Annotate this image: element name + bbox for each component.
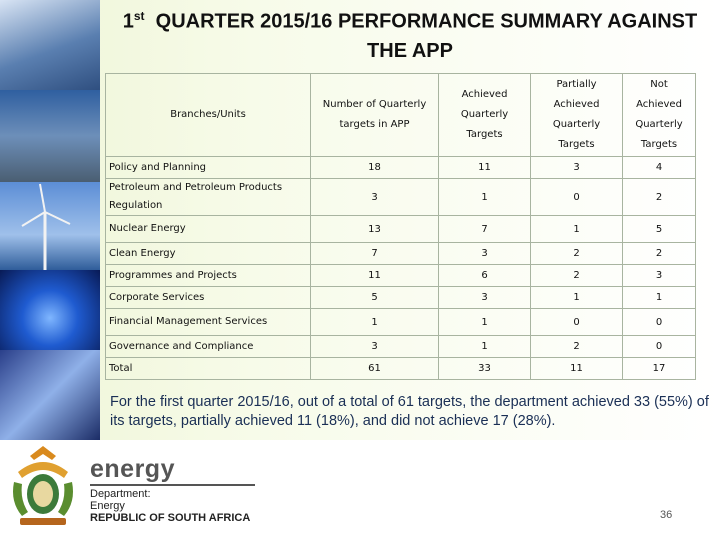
table-row [106, 243, 696, 265]
title-line-1 [100, 2, 720, 37]
row-achieved: 33 [439, 358, 531, 380]
department-label: Department: [90, 488, 151, 500]
slide-title [100, 2, 720, 66]
country-name: REPUBLIC OF SOUTH AFRICA [90, 512, 251, 524]
header-number-of-targets: Number of Quarterly targets in APP [311, 74, 439, 157]
row-branch-name: Corporate Services [106, 287, 311, 309]
row-not-achieved: 2 [623, 179, 696, 216]
row-targets: 7 [311, 243, 439, 265]
row-partially-achieved: 2 [531, 265, 623, 287]
row-branch-name: Nuclear Energy [106, 216, 311, 243]
title-line-2: THE APP [367, 39, 453, 62]
table-header-row [106, 74, 696, 157]
row-partially-achieved: 11 [531, 358, 623, 380]
table-row [106, 309, 696, 336]
solar-panels-image [0, 0, 100, 90]
row-achieved: 3 [439, 287, 531, 309]
header-achieved: Achieved Quarterly Targets [439, 74, 531, 157]
row-not-achieved: 0 [623, 336, 696, 358]
row-partially-achieved: 3 [531, 157, 623, 179]
header-branches-units: Branches/Units [106, 74, 311, 157]
row-branch-name: Governance and Compliance [106, 336, 311, 358]
row-not-achieved: 5 [623, 216, 696, 243]
title-line-1-text: QUARTER 2015/16 PERFORMANCE SUMMARY AGAINST [155, 10, 698, 33]
row-partially-achieved: 2 [531, 243, 623, 265]
pipeline-image [0, 90, 100, 182]
row-branch-name: Financial Management Services [106, 309, 311, 336]
title-ordinal-suffix: st [133, 9, 145, 23]
energy-photo-strip [0, 0, 100, 440]
row-achieved: 11 [439, 157, 531, 179]
row-achieved: 1 [439, 179, 531, 216]
light-bulb-image [0, 350, 100, 440]
table-row-total [106, 358, 696, 380]
department-name: Energy [90, 500, 125, 512]
table-row [106, 157, 696, 179]
row-achieved: 7 [439, 216, 531, 243]
wind-turbine-icon [0, 182, 100, 270]
wind-turbine-image [0, 182, 100, 270]
row-targets: 1 [311, 309, 439, 336]
row-targets: 3 [311, 336, 439, 358]
title-ordinal: 1 [122, 10, 134, 33]
table-row [106, 179, 696, 216]
row-targets: 13 [311, 216, 439, 243]
brand-wordmark: energy [90, 455, 175, 483]
row-achieved: 1 [439, 336, 531, 358]
table-row [106, 336, 696, 358]
row-achieved: 6 [439, 265, 531, 287]
footer-divider [90, 484, 255, 486]
coat-of-arms-icon [8, 442, 78, 530]
header-not-achieved: Not Achieved Quarterly Targets [623, 74, 696, 157]
row-not-achieved: 2 [623, 243, 696, 265]
page-number: 36 [660, 509, 673, 521]
row-achieved: 3 [439, 243, 531, 265]
table-row [106, 287, 696, 309]
gas-flame-image [0, 270, 100, 350]
row-partially-achieved: 1 [531, 287, 623, 309]
row-targets: 3 [311, 179, 439, 216]
header-partially-achieved: Partially Achieved Quarterly Targets [531, 74, 623, 157]
row-partially-achieved: 0 [531, 309, 623, 336]
row-targets: 18 [311, 157, 439, 179]
row-targets: 11 [311, 265, 439, 287]
row-partially-achieved: 0 [531, 179, 623, 216]
row-partially-achieved: 2 [531, 336, 623, 358]
row-not-achieved: 1 [623, 287, 696, 309]
row-not-achieved: 0 [623, 309, 696, 336]
row-branch-name: Clean Energy [106, 243, 311, 265]
row-branch-name: Total [106, 358, 311, 380]
performance-table [105, 73, 696, 380]
table-row [106, 216, 696, 243]
row-targets: 61 [311, 358, 439, 380]
row-targets: 5 [311, 287, 439, 309]
row-branch-name: Petroleum and Petroleum Products Regulation [106, 179, 311, 216]
row-not-achieved: 3 [623, 265, 696, 287]
row-branch-name: Policy and Planning [106, 157, 311, 179]
row-partially-achieved: 1 [531, 216, 623, 243]
row-not-achieved: 4 [623, 157, 696, 179]
row-branch-name: Programmes and Projects [106, 265, 311, 287]
table-row [106, 265, 696, 287]
row-achieved: 1 [439, 309, 531, 336]
row-not-achieved: 17 [623, 358, 696, 380]
summary-paragraph: For the first quarter 2015/16, out of a total of 61 targets, the department achieved 33 (55%) of its targets, partially achieved 11 (18%), and did not achieve 17 (28%). [110, 394, 709, 429]
